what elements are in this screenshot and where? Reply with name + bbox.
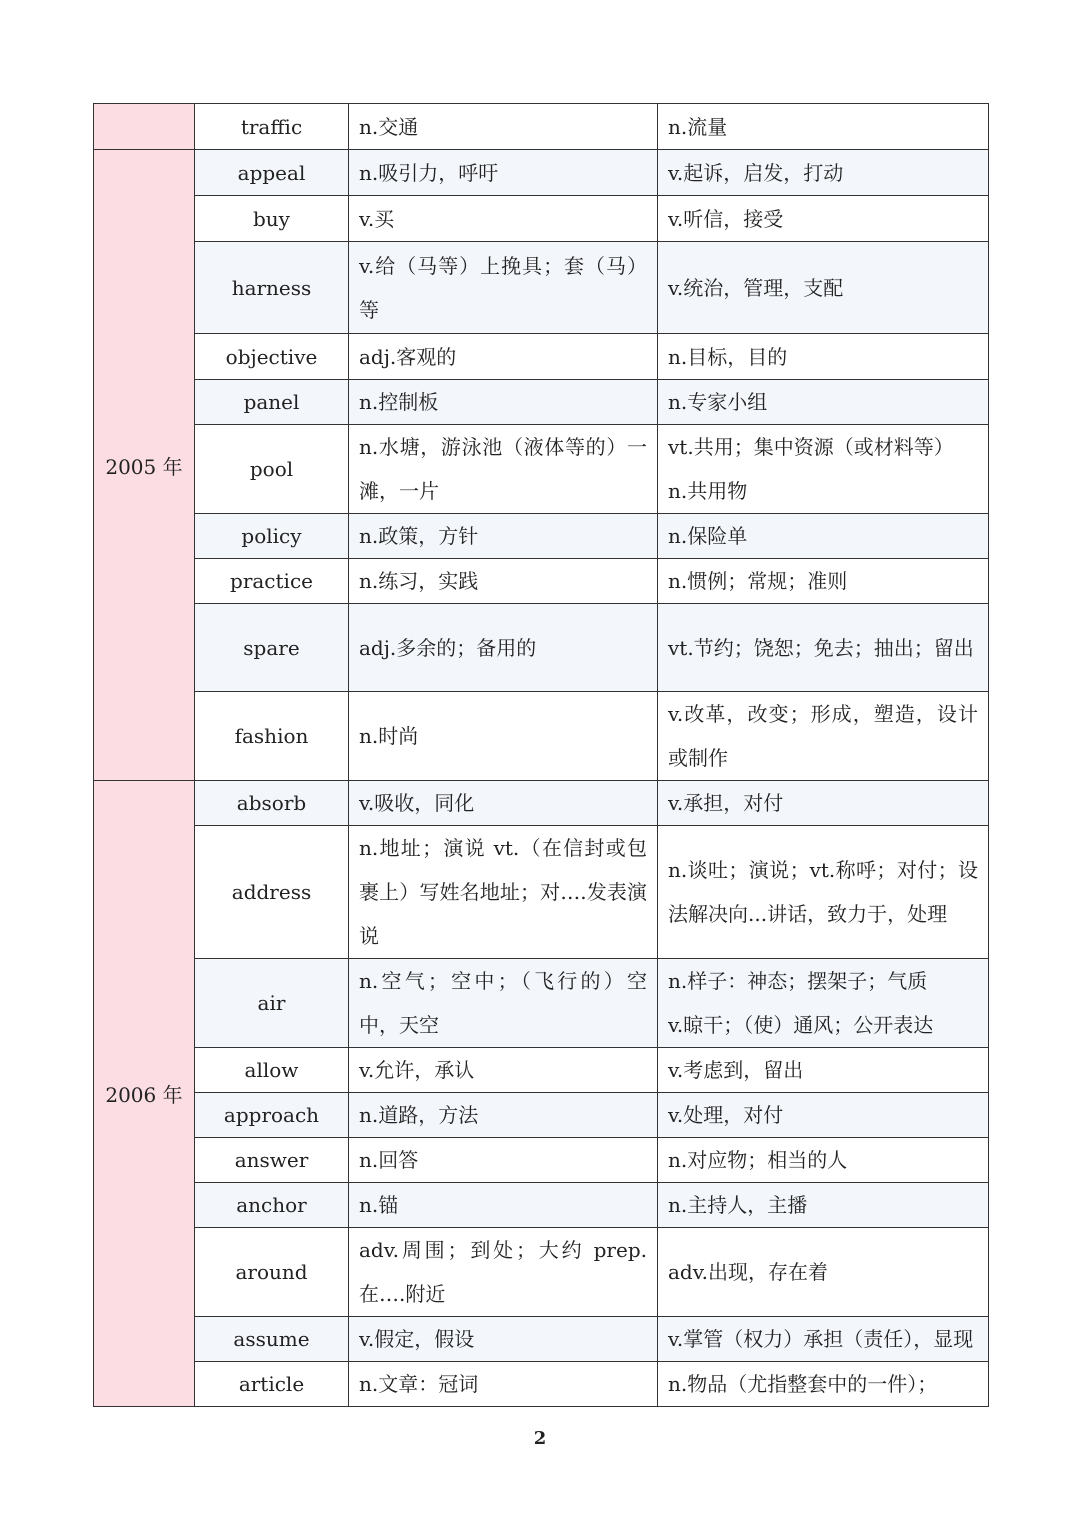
- word-cell: address: [195, 826, 349, 959]
- meaning-special-cell: v.改革，改变；形成，塑造，设计或制作: [658, 692, 989, 781]
- word-cell: approach: [195, 1093, 349, 1138]
- word-cell: anchor: [195, 1183, 349, 1228]
- table-row: [94, 150, 989, 196]
- meaning-common-cell: n.练习，实践: [349, 559, 658, 604]
- year-cell: 2005 年: [94, 150, 195, 781]
- meaning-common-cell: n.交通: [349, 104, 658, 150]
- word-cell: panel: [195, 380, 349, 425]
- meaning-common-cell: v.允许，承认: [349, 1048, 658, 1093]
- word-cell: buy: [195, 196, 349, 242]
- word-cell: pool: [195, 425, 349, 514]
- meaning-special-cell: v.处理，对付: [658, 1093, 989, 1138]
- meaning-special-cell: v.掌管（权力）承担（责任），显现: [658, 1317, 989, 1362]
- word-cell: objective: [195, 334, 349, 380]
- meaning-special-cell: [658, 959, 989, 1048]
- vocabulary-table: [93, 103, 989, 1407]
- page-number: 2: [533, 1428, 547, 1449]
- meaning-common-cell: v.吸收，同化: [349, 781, 658, 826]
- meaning-special-cell: n.目标，目的: [658, 334, 989, 380]
- meaning-common-cell: n.控制板: [349, 380, 658, 425]
- word-cell: appeal: [195, 150, 349, 196]
- table-row: [94, 196, 989, 242]
- table-row: [94, 826, 989, 959]
- table-row: [94, 104, 989, 150]
- meaning-line: n.样子：神态；摆架子；气质: [668, 969, 928, 993]
- meaning-common-cell: n.时尚: [349, 692, 658, 781]
- meaning-special-cell: v.起诉，启发，打动: [658, 150, 989, 196]
- table-row: [94, 334, 989, 380]
- meaning-common-cell: adv.周围；到处；大约 prep.在….附近: [349, 1228, 658, 1317]
- meaning-common-cell: n.水塘，游泳池（液体等的）一滩，一片: [349, 425, 658, 514]
- meaning-common-cell: n.回答: [349, 1138, 658, 1183]
- meaning-common-cell: n.空气；空中；（飞行的）空中，天空: [349, 959, 658, 1048]
- meaning-special-cell: adv.出现，存在着: [658, 1228, 989, 1317]
- word-cell: assume: [195, 1317, 349, 1362]
- meaning-special-cell: n.保险单: [658, 514, 989, 559]
- word-cell: traffic: [195, 104, 349, 150]
- table-row: [94, 959, 989, 1048]
- table-row: [94, 692, 989, 781]
- meaning-special-cell: n.物品（尤指整套中的一件）；: [658, 1362, 989, 1407]
- meaning-special-cell: v.听信，接受: [658, 196, 989, 242]
- table-row: [94, 242, 989, 334]
- year-cell: 2006 年: [94, 781, 195, 1407]
- table-row: [94, 1048, 989, 1093]
- word-cell: allow: [195, 1048, 349, 1093]
- meaning-common-cell: n.道路，方法: [349, 1093, 658, 1138]
- word-cell: air: [195, 959, 349, 1048]
- meaning-line: v.晾干；（使）通风；公开表达: [668, 1013, 934, 1037]
- meaning-common-cell: v.买: [349, 196, 658, 242]
- table-row: [94, 380, 989, 425]
- year-cell: [94, 104, 195, 150]
- table-row: [94, 514, 989, 559]
- meaning-common-cell: n.文章：冠词: [349, 1362, 658, 1407]
- meaning-special-cell: v.考虑到，留出: [658, 1048, 989, 1093]
- meaning-common-cell: n.锚: [349, 1183, 658, 1228]
- table-row: [94, 425, 989, 514]
- table-row: [94, 1362, 989, 1407]
- meaning-common-cell: adj.多余的；备用的: [349, 604, 658, 692]
- meaning-common-cell: v.给（马等）上挽具；套（马）等: [349, 242, 658, 334]
- table-row: [94, 1138, 989, 1183]
- word-cell: around: [195, 1228, 349, 1317]
- meaning-special-cell: vt.节约；饶恕；免去；抽出；留出: [658, 604, 989, 692]
- meaning-line: n.共用物: [668, 479, 748, 503]
- table-row: [94, 604, 989, 692]
- meaning-special-cell: n.惯例；常规；准则: [658, 559, 989, 604]
- meaning-special-cell: n.专家小组: [658, 380, 989, 425]
- word-cell: spare: [195, 604, 349, 692]
- table-row: [94, 1317, 989, 1362]
- meaning-special-cell: n.主持人，主播: [658, 1183, 989, 1228]
- table-row: [94, 1228, 989, 1317]
- table-row: [94, 1183, 989, 1228]
- word-cell: article: [195, 1362, 349, 1407]
- meaning-special-cell: v.统治，管理，支配: [658, 242, 989, 334]
- meaning-common-cell: v.假定，假设: [349, 1317, 658, 1362]
- table-row: [94, 559, 989, 604]
- meaning-special-cell: [658, 425, 989, 514]
- meaning-common-cell: adj.客观的: [349, 334, 658, 380]
- word-cell: practice: [195, 559, 349, 604]
- meaning-common-cell: n.地址；演说 vt.（在信封或包裹上）写姓名地址；对….发表演说: [349, 826, 658, 959]
- meaning-special-cell: n.谈吐；演说；vt.称呼；对付；设法解决向...讲话，致力于，处理: [658, 826, 989, 959]
- meaning-common-cell: n.政策，方针: [349, 514, 658, 559]
- word-cell: answer: [195, 1138, 349, 1183]
- meaning-special-cell: n.对应物；相当的人: [658, 1138, 989, 1183]
- meaning-special-cell: n.流量: [658, 104, 989, 150]
- meaning-special-cell: v.承担，对付: [658, 781, 989, 826]
- word-cell: absorb: [195, 781, 349, 826]
- meaning-line: vt.共用；集中资源（或材料等）: [668, 435, 954, 459]
- word-cell: fashion: [195, 692, 349, 781]
- table-row: [94, 781, 989, 826]
- meaning-common-cell: n.吸引力，呼吁: [349, 150, 658, 196]
- word-cell: harness: [195, 242, 349, 334]
- word-cell: policy: [195, 514, 349, 559]
- table-row: [94, 1093, 989, 1138]
